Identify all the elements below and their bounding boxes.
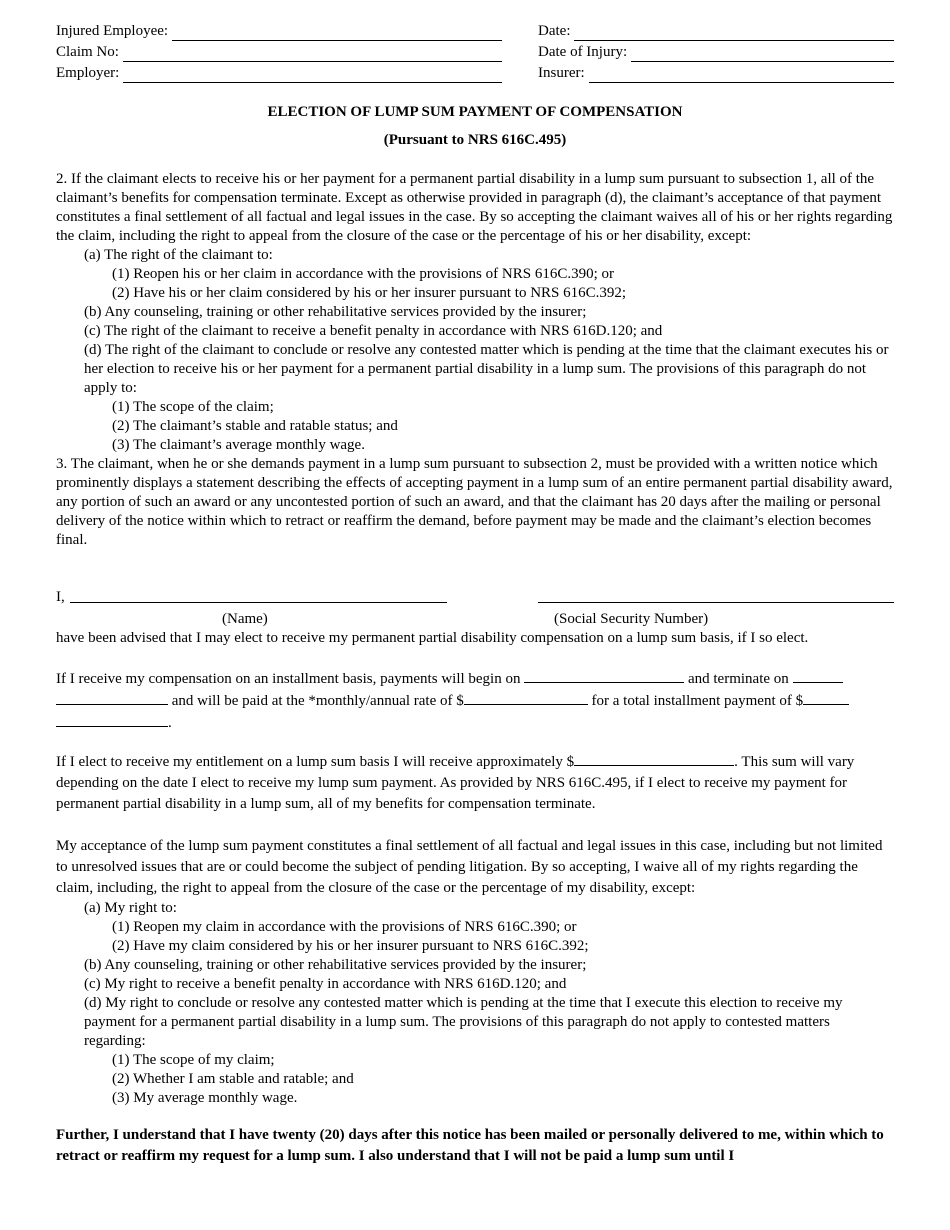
i-label: I, — [56, 589, 65, 605]
statute-section — [56, 170, 894, 550]
installment-text-1: If I receive my compensation on an installment basis, payments will begin on — [56, 671, 521, 687]
name-caption: (Name) — [222, 611, 268, 627]
installment-text — [56, 668, 894, 734]
date-of-injury-row — [538, 41, 894, 62]
statute-item-d3: (3) The claimant’s average monthly wage. — [112, 437, 365, 453]
insurer-field[interactable] — [589, 67, 894, 83]
injured-employee-label: Injured Employee: — [56, 23, 169, 39]
date-of-injury-field[interactable] — [631, 46, 894, 62]
lump-sum-text — [56, 751, 894, 815]
lump-sum-text-2: . This sum will vary depending on the date I elect to receive my lump sum payment. As provided by NRS 616C.495, if I elect to receive my payment for permanent partial disability in a lump sum, all of my benefits for compensation terminate. — [56, 754, 855, 812]
acceptance-section — [56, 836, 894, 1108]
claim-no-row — [56, 41, 502, 62]
employer-field[interactable] — [123, 67, 502, 83]
acceptance-item-a2: (2) Have my claim considered by his or her insurer pursuant to NRS 616C.392; — [112, 938, 589, 954]
date-row — [538, 20, 894, 41]
acceptance-item-d3: (3) My average monthly wage. — [112, 1090, 298, 1106]
advised-statement — [56, 629, 894, 648]
installment-section — [56, 668, 894, 734]
date-field[interactable] — [574, 25, 894, 41]
ssn-caption: (Social Security Number) — [554, 611, 709, 627]
injured-employee-field[interactable] — [172, 25, 502, 41]
acceptance-item-d: (d) My right to conclude or resolve any contested matter which is pending at the time that I execute this election to receive my payment for a permanent partial disability in a lump sum. The provisions of this paragraph do not apply to contested matters regarding: — [84, 995, 843, 1049]
acceptance-intro: My acceptance of the lump sum payment constitutes a final settlement of all factual and legal issues in this case, including but not limited to unresolved issues that are or could become the subject of pending litigation. By so accepting, I waive all of my rights regarding the claim, including, the right to appeal from the closure of the case or the percentage of my disability, except: — [56, 838, 883, 896]
statute-item-d: (d) The right of the claimant to conclude or resolve any contested matter which is pending at the time that the claimant executes his or her election to receive his or her payment for a permanent partial disability in a lump sum. The provisions of this paragraph do not apply to: — [84, 342, 889, 396]
statute-item-b: (b) Any counseling, training or other rehabilitative services provided by the insurer; — [84, 304, 587, 320]
acceptance-item-a1: (1) Reopen my claim in accordance with the provisions of NRS 616C.390; or — [112, 919, 577, 935]
date-of-injury-label: Date of Injury: — [538, 44, 628, 60]
lump-sum-section — [56, 751, 894, 815]
installment-total-field-b[interactable] — [56, 712, 168, 727]
acceptance-item-a: (a) My right to: — [84, 900, 177, 916]
statute-item-a1: (1) Reopen his or her claim in accordance with the provisions of NRS 616C.390; or — [112, 266, 614, 282]
injured-employee-row — [56, 20, 502, 41]
employer-row — [56, 62, 502, 83]
claim-no-field[interactable] — [123, 46, 502, 62]
installment-text-3: and will be paid at the *monthly/annual rate of $ — [171, 693, 464, 709]
lump-sum-text-1: If I elect to receive my entitlement on a lump sum basis I will receive approximately $ — [56, 754, 575, 770]
date-label: Date: — [538, 23, 571, 39]
acceptance-item-d2: (2) Whether I am stable and ratable; and — [112, 1071, 354, 1087]
installment-start-field[interactable] — [524, 668, 684, 683]
document-title: ELECTION OF LUMP SUM PAYMENT OF COMPENSATION — [267, 104, 683, 120]
insurer-label: Insurer: — [538, 65, 585, 81]
installment-text-5: . — [168, 715, 172, 731]
ssn-field[interactable] — [538, 602, 894, 603]
insurer-row — [538, 62, 894, 83]
statute-paragraph-3: 3. The claimant, when he or she demands payment in a lump sum pursuant to subsection 2, must be provided with a written notice which prominently displays a statement describing the effects of accepting payment in a lump sum of an entire permanent partial disability award, any portion of such an award or any uncontested portion of such an award, and that the claimant has 20 days after the mailing or personal delivery of the notice within which to retract or reaffirm the demand, before payment may be made and the claimant’s election becomes final. — [56, 456, 893, 548]
installment-text-2: and terminate on — [687, 671, 789, 687]
statute-paragraph-2: 2. If the claimant elects to receive his or her payment for a permanent partial disability in a lump sum pursuant to subsection 1, all of the claimant’s benefits for compensation terminate. Except as otherwise provided in paragraph (d), the claimant’s acceptance of that payment constitutes a final settlement of all factual and legal issues in the case. By so accepting the claimant waives all of his or her rights regarding the claim, including the right to appeal from the closure of the case or the percentage of his or her disability, except: — [56, 171, 893, 244]
header-left-column — [56, 20, 502, 83]
statute-item-a: (a) The right of the claimant to: — [84, 247, 273, 263]
statute-item-d1: (1) The scope of the claim; — [112, 399, 274, 415]
acceptance-item-b: (b) Any counseling, training or other rehabilitative services provided by the insurer; — [84, 957, 587, 973]
statute-item-d2: (2) The claimant’s stable and ratable status; and — [112, 418, 398, 434]
lump-sum-amount-field[interactable] — [574, 751, 734, 766]
employer-label: Employer: — [56, 65, 120, 81]
further-text: Further, I understand that I have twenty (20) days after this notice has been mailed or personally delivered to me, within which to retract or reaffirm my request for a lump sum. I also understand that I will not be paid a lump sum until I — [56, 1127, 884, 1164]
installment-text-4: for a total installment payment of $ — [591, 693, 804, 709]
signature-captions — [56, 610, 894, 630]
document-subtitle: (Pursuant to NRS 616C.495) — [383, 132, 567, 148]
statute-item-c: (c) The right of the claimant to receive a benefit penalty in accordance with NRS 616D.120; and — [84, 323, 663, 339]
signature-row — [56, 588, 894, 608]
statute-item-a2: (2) Have his or her claim considered by his or her insurer pursuant to NRS 616C.392; — [112, 285, 627, 301]
installment-end-field-a[interactable] — [793, 668, 843, 683]
installment-total-field-a[interactable] — [803, 690, 849, 705]
advised-text: have been advised that I may elect to receive my permanent partial disability compensation on a lump sum basis, if I so elect. — [56, 630, 809, 646]
installment-end-field-b[interactable] — [56, 690, 168, 705]
further-statement — [56, 1125, 894, 1167]
acceptance-item-c: (c) My right to receive a benefit penalty in accordance with NRS 616D.120; and — [84, 976, 567, 992]
claim-no-label: Claim No: — [56, 44, 119, 60]
acceptance-item-d1: (1) The scope of my claim; — [112, 1052, 275, 1068]
name-field[interactable] — [70, 602, 447, 603]
installment-rate-field[interactable] — [464, 690, 588, 705]
header-right-column — [538, 20, 894, 83]
